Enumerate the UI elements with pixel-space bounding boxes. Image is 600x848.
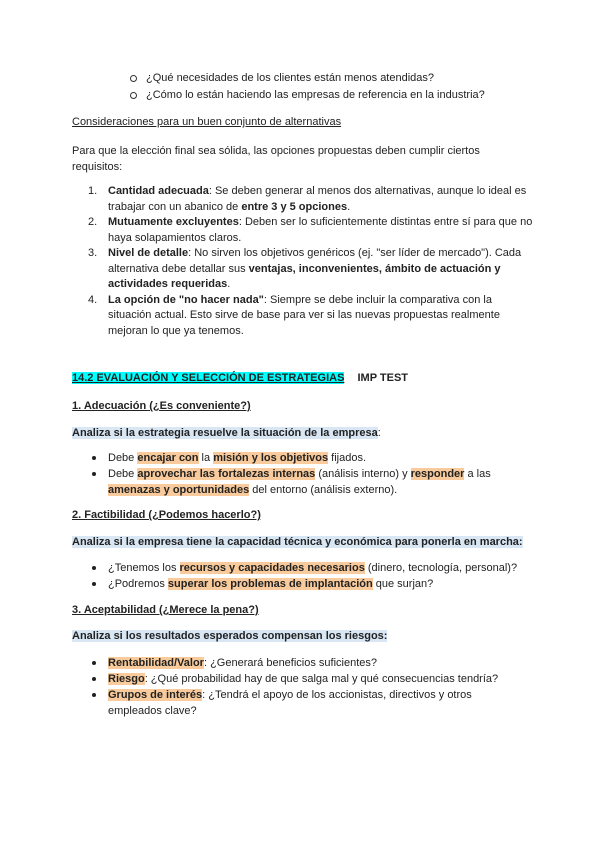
requirements-list [88,184,538,339]
list-item [88,184,538,215]
criterion-title: 3. Aceptabilidad (¿Merece la pena?) [72,604,259,616]
list-item: ¿Tenemos los recursos y capacidades necesarios (dinero, tecnología, personal)? [88,560,538,576]
list-item: Riesgo: ¿Qué probabilidad hay de que salga mal y qué consecuencias tendría? [88,671,518,687]
subtitle-highlight: Analiza si la empresa tiene la capacidad técnica y económica para ponerla en marcha: [72,536,523,548]
list-item: Debe aprovechar las fortalezas internas (análisis interno) y responder a las amenazas y oportunidades del entorno (análisis externo). [88,466,538,498]
item-bold: entre 3 y 5 opciones [241,200,348,213]
section-heading-row [72,370,532,386]
item-heading: Mutuamente excluyentes [108,216,239,228]
item-text: . [227,278,231,290]
item-heading: Cantidad adecuada [108,185,209,197]
list-item: Debe encajar con la misión y los objetivos fijados. [88,450,538,466]
item-heading: Nivel de detalle [108,247,189,259]
item-number: 4. [88,293,98,306]
item-bold: ventajas, inconvenientes, ámbito de actuación y actividades requeridas [108,262,501,290]
item-number: 3. [88,247,98,259]
criterion-title: 1. Adecuación (¿Es conveniente?) [72,400,251,412]
subtitle-colon: : [377,427,381,439]
item-number: 2. [88,216,98,228]
list-item [88,215,538,246]
item-text: : Se deben generar al menos dos alternativas, aunque lo ideal es trabajar con un abanico de [108,185,527,213]
aceptabilidad-list [88,655,518,719]
list-item: ¿Podremos superar los problemas de implantación que surjan? [88,576,538,592]
questions-sublist [130,70,485,104]
section-heading: 14.2 EVALUACIÓN Y SELECCIÓN DE ESTRATEGIAS [72,372,345,384]
item-heading: La opción de "no hacer nada" [108,293,264,306]
item-number: 1. [88,185,98,197]
adecuacion-list [88,450,538,498]
list-item [88,246,538,293]
criterion-title: 2. Factibilidad (¿Podemos hacerlo?) [72,509,261,521]
item-text: : Siempre se debe incluir la comparativa con la situación actual. Esto sirve de base para ver si las nuevas propuestas realmente mejoran lo que ya tenemos. [108,293,500,337]
list-item [88,293,538,340]
intro-paragraph: Para que la elección final sea sólida, las opciones propuestas deben cumplir ciertos requisitos: [72,145,480,173]
section-tag: IMP TEST [357,372,408,384]
criterion-subtitle [72,425,532,441]
factibilidad-list [88,560,538,592]
list-item: Grupos de interés: ¿Tendrá el apoyo de los accionistas, directivos y otros empleados clave? [88,687,518,719]
list-item: Rentabilidad/Valor: ¿Generará beneficios suficientes? [88,655,518,671]
subtitle-highlight: Analiza si los resultados esperados compensan los riesgos: [72,630,388,642]
criterion-subtitle [72,534,532,550]
list-item: ¿Cómo lo están haciendo las empresas de referencia en la industria? [130,87,485,104]
subtitle-highlight: Analiza si la estrategia resuelve la situación de la empresa [72,427,378,439]
item-text: : Deben ser lo suficientemente distintas entre sí para que no haya solapamientos claros. [108,216,533,244]
criterion-subtitle [72,628,532,644]
item-text: . [347,200,351,213]
list-item: ¿Qué necesidades de los clientes están menos atendidas? [130,70,485,87]
item-text: : No sirven los objetivos genéricos (ej. "ser líder de mercado"). Cada alternativa debe detallar sus [108,247,522,275]
considerations-title: Consideraciones para un buen conjunto de alternativas [72,116,342,128]
